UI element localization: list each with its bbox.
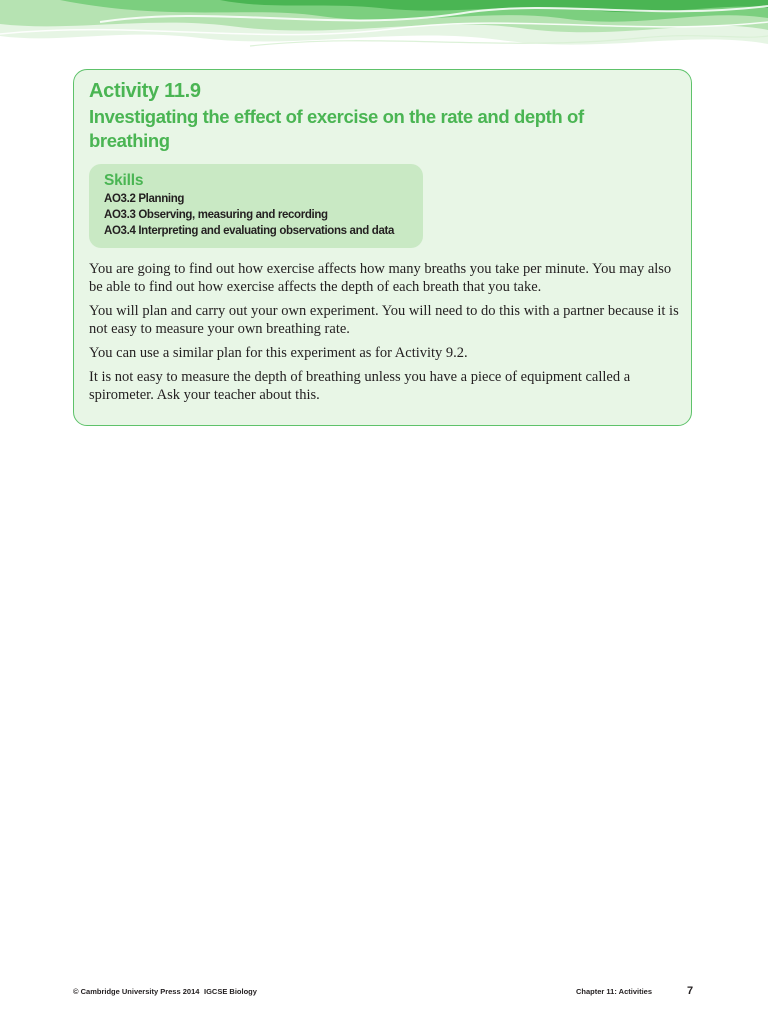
- footer-chapter: Chapter 11: Activities: [576, 987, 652, 996]
- page-footer: [73, 985, 695, 999]
- skills-heading: Skills: [104, 172, 144, 189]
- footer-copyright: © Cambridge University Press 2014: [73, 987, 200, 996]
- green-wave-banner: [0, 0, 768, 58]
- skills-list: [104, 191, 423, 239]
- activity-number: Activity 11.9: [89, 80, 201, 102]
- skill-item: AO3.2 Planning: [104, 193, 185, 205]
- activity-body: [89, 260, 685, 410]
- skill-item: AO3.3 Observing, measuring and recording: [104, 209, 328, 221]
- activity-box: [73, 69, 692, 426]
- paragraph: You are going to find out how exercise affects how many breaths you take per minute. You may also be able to find out how exercise affects the depth of each breath that you take.: [89, 261, 672, 295]
- skill-item: AO3.4 Interpreting and evaluating observations and data: [104, 225, 395, 237]
- paragraph: It is not easy to measure the depth of breathing unless you have a piece of equipment called a spirometer. Ask your teacher about this.: [89, 369, 631, 403]
- skills-panel: [89, 164, 423, 248]
- page-number: 7: [687, 985, 694, 997]
- paragraph: You will plan and carry out your own experiment. You will need to do this with a partner because it is not easy to measure your own breathing rate.: [89, 303, 679, 337]
- activity-title: Investigating the effect of exercise on the rate and depth of breathing: [89, 106, 584, 151]
- footer-book-title: IGCSE Biology: [204, 987, 257, 996]
- paragraph: You can use a similar plan for this experiment as for Activity 9.2.: [89, 345, 468, 361]
